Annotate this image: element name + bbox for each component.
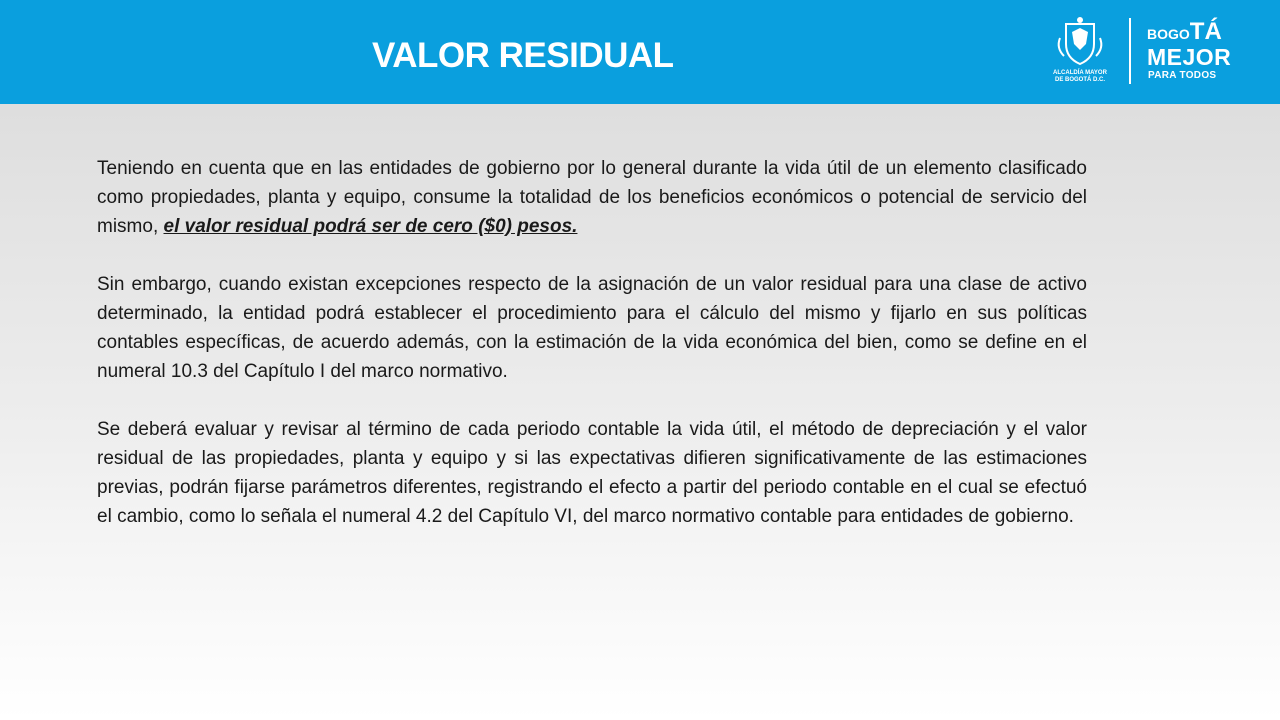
brand-mejor: MEJOR (1147, 44, 1232, 70)
seal-caption-line1: ALCALDÍA MAYOR (1053, 70, 1107, 76)
slide-body (97, 154, 1087, 560)
paragraph-3: Se deberá evaluar y revisar al término de cada periodo contable la vida útil, el método de depreciación y el valor residual de las propiedades, planta y equipo y si las expectativas difieren significativamente de las estimaciones previas, podrán fijarse parámetros diferentes, registrando el efecto a partir del periodo contable en el cual se efectuó el cambio, como lo señala el numeral 4.2 del Capítulo VI, del marco normativo contable para entidades de gobierno. (97, 419, 1087, 527)
seal-caption-line2: DE BOGOTÁ D.C. (1054, 77, 1105, 83)
paragraph-1 (97, 154, 1087, 241)
paragraph-1-emphasis: el valor residual podrá ser de cero ($0) pesos. (163, 216, 578, 237)
brand-prefix: BOGO (1147, 26, 1190, 42)
bogota-wordmark (1147, 18, 1247, 46)
paragraph-2: Sin embargo, cuando existan excepciones respecto de la asignación de un valor residual para una clase de activo determinado, la entidad podrá establecer el procedimiento para el cálculo del mismo y fijarlo en sus políticas contables específicas, de acuerdo además, con la estimación de la vida económica del bien, como se define en el numeral 10.3 del Capítulo I del marco normativo. (97, 274, 1087, 382)
paragraph-1-text: Teniendo en cuenta que en las entidades de gobierno por lo general durante la vida útil de un elemento clasificado como propiedades, planta y equipo, consume la totalidad de los beneficios económicos o potencial de servicio del mismo, (97, 158, 1087, 237)
logo-divider (1129, 18, 1131, 84)
header-bar (0, 0, 1280, 104)
brand-para-todos: PARA TODOS (1148, 70, 1217, 81)
bogota-coat-of-arms-icon (1050, 14, 1110, 90)
logos-group (1050, 14, 1250, 90)
brand-suffix: TÁ (1189, 18, 1222, 45)
slide-title: VALOR RESIDUAL (372, 36, 674, 75)
seal-caption (1050, 70, 1110, 84)
